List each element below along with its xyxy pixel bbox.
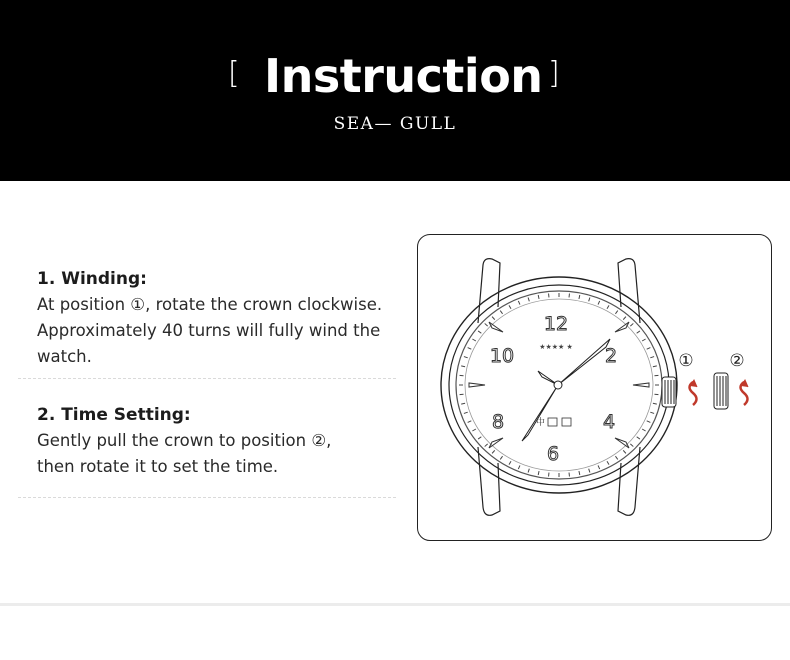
minute-tick xyxy=(509,305,511,308)
footer-divider xyxy=(0,603,790,606)
minute-tick xyxy=(598,465,600,469)
minute-tick xyxy=(607,461,609,464)
crown-position-2 xyxy=(714,373,728,409)
section-divider xyxy=(18,378,396,379)
dial-numeral-10: 10 xyxy=(489,345,515,367)
minute-tick xyxy=(518,465,520,469)
minute-tick xyxy=(461,403,465,404)
time-setting-title: 2. Time Setting: xyxy=(37,405,191,425)
watch-illustration xyxy=(418,235,772,541)
minute-tick xyxy=(538,295,539,299)
minute-tick xyxy=(630,323,633,326)
winding-section xyxy=(37,266,397,370)
minute-tick xyxy=(623,450,626,453)
page-title: Instruction xyxy=(264,49,543,103)
minute-tick xyxy=(485,444,488,447)
minute-tick xyxy=(461,366,465,367)
minute-tick xyxy=(579,471,580,475)
minute-tick xyxy=(637,437,640,439)
header-banner xyxy=(0,0,790,181)
minute-tick xyxy=(528,469,529,473)
minute-tick xyxy=(598,301,600,305)
minute-tick xyxy=(615,456,617,459)
minute-tick xyxy=(650,357,654,358)
brand-name: SEA— GULL xyxy=(333,114,457,134)
minute-tick xyxy=(500,311,502,314)
time-setting-line: then rotate it to set the time. xyxy=(37,457,279,476)
minute-tick xyxy=(528,298,529,302)
minute-tick xyxy=(478,331,481,333)
minute-tick xyxy=(464,412,468,413)
dial-numeral-8: 8 xyxy=(491,411,505,433)
dial-numeral-6: 6 xyxy=(546,443,560,465)
minute-tick xyxy=(653,366,657,367)
time-setting-line: Gently pull the crown to position ②, xyxy=(37,431,332,450)
winding-line: Approximately 40 turns will fully wind the xyxy=(37,321,381,340)
minute-tick xyxy=(650,412,654,413)
minute-tick xyxy=(492,450,495,453)
minute-tick xyxy=(642,339,645,341)
dial-text: 中 xyxy=(536,418,546,428)
minute-tick xyxy=(642,429,645,431)
dial-logo: ★★★★ ★ xyxy=(539,343,573,351)
position-1-label: ① xyxy=(678,351,694,371)
minute-tick xyxy=(579,295,580,299)
dial-numeral-2: 2 xyxy=(604,345,618,367)
minute-tick xyxy=(492,317,495,320)
section-divider xyxy=(18,497,396,498)
minute-tick xyxy=(615,311,617,314)
minute-tick xyxy=(589,298,590,302)
dial-numeral-12: 12 xyxy=(543,313,569,335)
time-setting-section xyxy=(37,402,397,480)
minute-tick xyxy=(464,357,468,358)
dial-numeral-4: 4 xyxy=(602,411,616,433)
minute-tick xyxy=(472,429,475,431)
minute-tick xyxy=(589,469,590,473)
winding-line: watch. xyxy=(37,347,92,366)
winding-line: At position ①, rotate the crown clockwise. xyxy=(37,295,383,314)
minute-tick xyxy=(653,403,657,404)
minute-tick xyxy=(630,444,633,447)
minute-tick xyxy=(647,421,651,423)
minute-tick xyxy=(509,461,511,464)
position-2-label: ② xyxy=(729,351,745,371)
minute-tick xyxy=(647,348,651,350)
watch-illustration-panel xyxy=(417,234,772,541)
title-bracket-close: ] xyxy=(548,56,560,91)
minute-tick xyxy=(468,348,472,350)
minute-tick xyxy=(478,437,481,439)
minute-tick xyxy=(518,301,520,305)
minute-tick xyxy=(500,456,502,459)
minute-tick xyxy=(538,471,539,475)
title-bracket-open: [ xyxy=(228,56,240,91)
minute-tick xyxy=(623,317,626,320)
minute-tick xyxy=(472,339,475,341)
winding-title: 1. Winding: xyxy=(37,269,147,289)
minute-tick xyxy=(468,421,472,423)
minute-tick xyxy=(637,331,640,333)
minute-tick xyxy=(485,323,488,326)
minute-tick xyxy=(607,305,609,308)
